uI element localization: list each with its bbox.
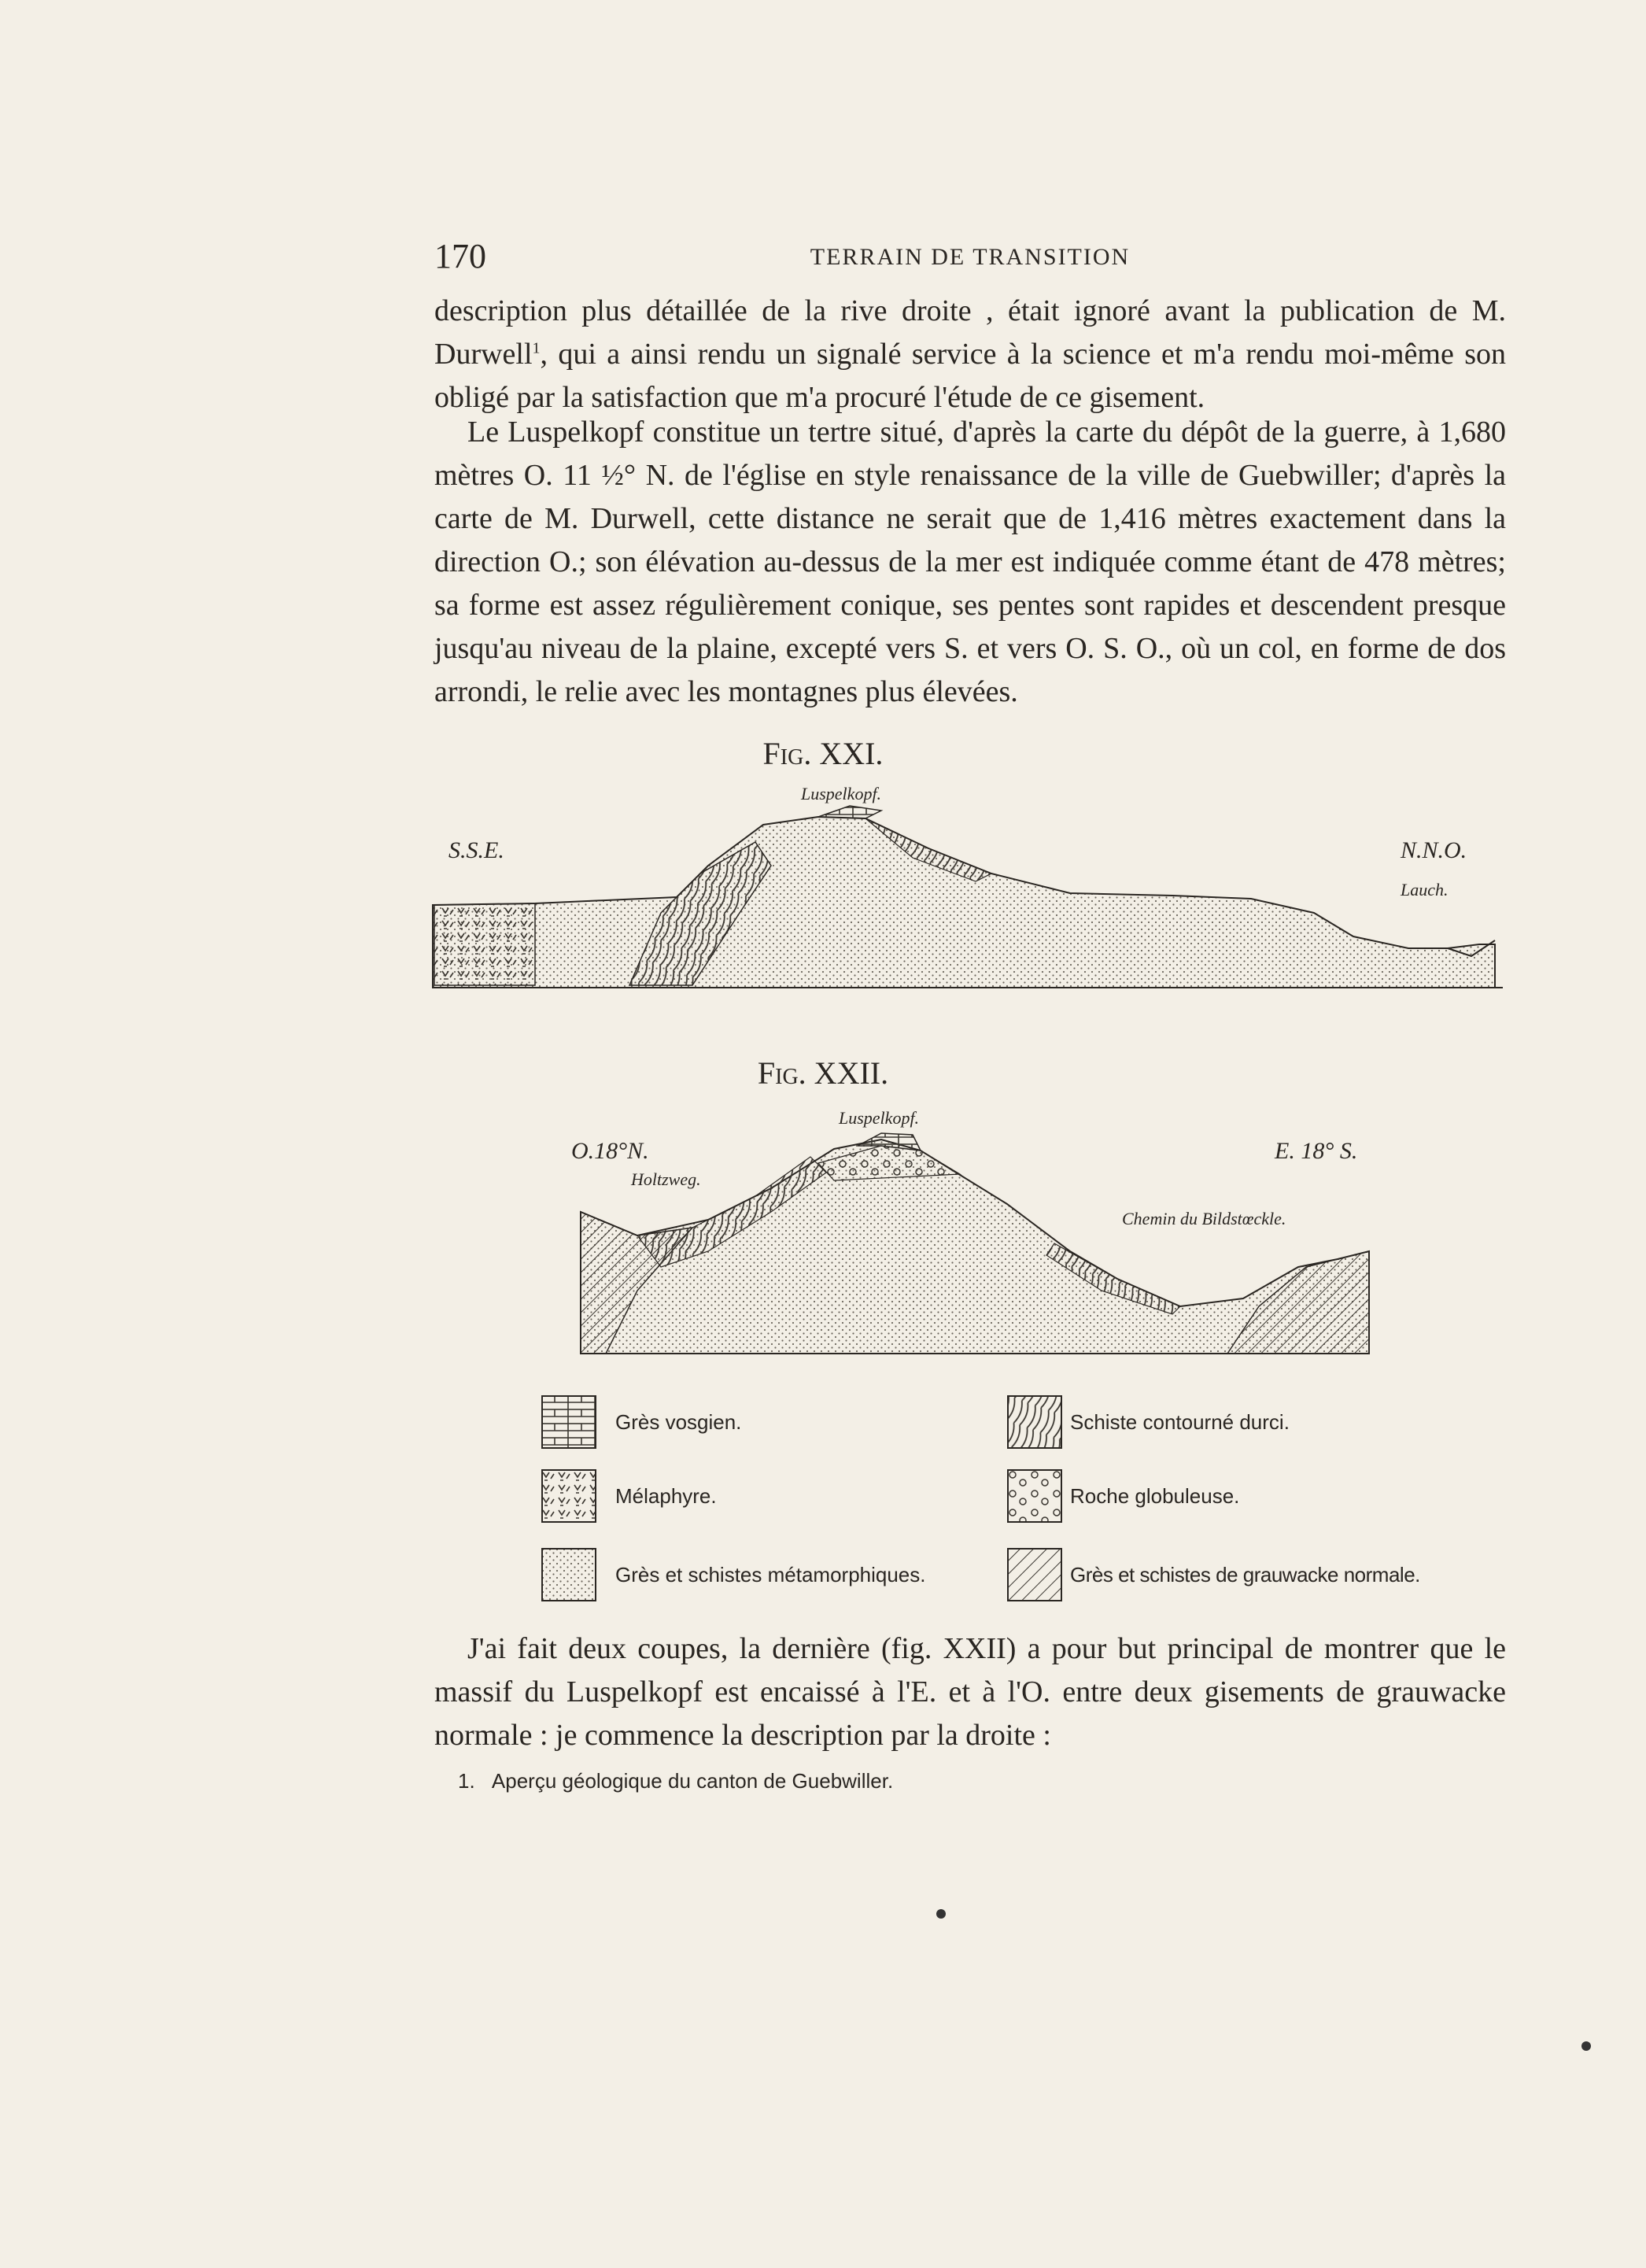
footnote: [458, 1769, 893, 1793]
legend-melaphyre: [541, 1468, 717, 1524]
legend-schiste-contourne-label: Schiste contourné durci.: [1070, 1409, 1290, 1434]
paragraph-1-text: description plus détaillée de la rive droite , était ignoré avant la publication de M. Durwell: [434, 294, 1506, 371]
fig21-melaphyre: [434, 903, 535, 985]
fig22-left-place: Holtzweg.: [631, 1169, 701, 1189]
paragraph-3: [434, 1627, 1506, 1757]
paragraph-2-text: Le Luspelkopf constitue un tertre situé, d'après la carte du dépôt de la guerre, à 1,680 mètres O. 11 ½° N. de l'église en style renaissance de la ville de Guebwiller; d'après la carte de M. Durwell, cette distance ne serait que de 1,416 mètres exactement dans la direction O.; son élévation au-dessus de la mer est indiquée comme étant de 478 mètres; sa forme est assez régulièrement conique, ses pentes sont rapides et descendent presque jusqu'au niveau de la plaine, excepté vers S. et vers O. S. O., où un col, en forme de dos arrondi, le relie avec les montagnes plus élevées.: [434, 416, 1506, 708]
running-head: TERRAIN DE TRANSITION: [810, 244, 1131, 270]
legend-melaphyre-swatch: [541, 1469, 596, 1523]
footnote-ref: 1: [532, 339, 541, 357]
paragraph-1-end: , qui a ainsi rendu un signalé service à la science et m'a rendu moi-même son obligé par la satisfaction que m'a procuré l'étude de ce gisement.: [434, 338, 1506, 414]
paragraph-3-text: J'ai fait deux coupes, la dernière (fig. XXII) a pour but principal de montrer que le massif du Luspelkopf est encaissé à l'E. et à l'O. entre deux gisements de grauwacke normale : je commence la description par la droite :: [434, 1632, 1506, 1752]
fig21-gres-vosgien-cap: [818, 806, 881, 818]
fig21-left-label: S.S.E.: [448, 837, 504, 863]
fig21-title: Fig. XXI.: [762, 736, 884, 771]
footnote-number: 1.: [458, 1769, 475, 1793]
legend-gres-vosgien-swatch: [541, 1395, 596, 1449]
fig22-right-place: Chemin du Bildstœckle.: [1122, 1209, 1286, 1228]
legend-roche-globuleuse-swatch: [1007, 1469, 1062, 1523]
fig22-left-label: O.18°N.: [571, 1138, 649, 1164]
legend-gres-vosgien: [541, 1394, 741, 1450]
legend-roche-globuleuse: [1007, 1468, 1239, 1524]
paragraph-2: [434, 411, 1506, 714]
ink-dot: [1581, 2041, 1591, 2051]
legend-roche-globuleuse-label: Roche globuleuse.: [1070, 1483, 1240, 1508]
footnote-text: Aperçu géologique du canton de Guebwiller.: [491, 1769, 894, 1793]
fig21-cross-section: [425, 779, 1511, 999]
fig21-right-label: N.N.O.: [1401, 837, 1467, 863]
page-number: 170: [434, 237, 486, 275]
fig22-cross-section: [551, 1102, 1401, 1369]
page-header: [434, 236, 1506, 275]
legend-grauwacke-swatch: [1007, 1548, 1062, 1601]
fig21-hill: [433, 817, 1495, 988]
fig21-summit-label: Luspelkopf.: [801, 784, 882, 803]
legend-gres-vosgien-label: Grès vosgien.: [615, 1409, 742, 1434]
legend-grauwacke-label: Grès et schistes de grauwacke normale.: [1070, 1562, 1420, 1586]
legend-schiste-contourne: [1007, 1394, 1290, 1450]
legend-schiste-contourne-swatch: [1007, 1395, 1062, 1449]
legend-metamorphiques-swatch: [541, 1548, 596, 1601]
fig22-right-label: E. 18° S.: [1275, 1138, 1358, 1164]
legend-metamorphiques-label: Grès et schistes métamorphiques.: [615, 1562, 926, 1586]
legend-melaphyre-label: Mélaphyre.: [615, 1483, 717, 1508]
fig22-summit-label: Luspelkopf.: [839, 1108, 920, 1128]
legend-grauwacke: [1007, 1547, 1420, 1602]
fig22-title: Fig. XXII.: [757, 1055, 889, 1091]
legend-metamorphiques: [541, 1547, 926, 1602]
ink-dot: [936, 1909, 946, 1919]
fig21-river-label: Lauch.: [1401, 880, 1449, 899]
paragraph-1: [434, 290, 1506, 419]
